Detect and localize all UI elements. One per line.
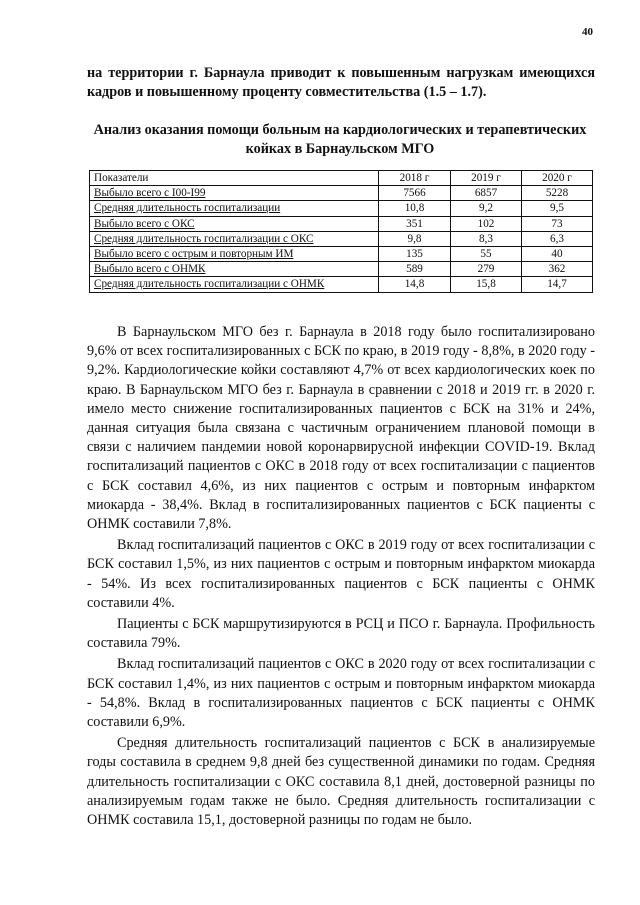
table-row xyxy=(90,262,593,277)
cell-2020: 14,7 xyxy=(522,277,593,292)
row-label xyxy=(90,216,379,231)
table-row xyxy=(90,186,593,201)
table-caption: Анализ оказания помощи больным на кардиологических и терапевтических койках в Барнаульском МГО xyxy=(93,122,587,157)
body-paragraph: Вклад госпитализаций пациентов с ОКС в 2020 году от всех госпитализации с БСК составил 1,4%, из них пациентов с острым и повторным инфарктом миокарда - 54,8%. Вклад в госпитализированных пациентов с БСК пациенты с ОНМК составили 6,9%. xyxy=(87,656,595,731)
row-label xyxy=(90,186,379,201)
cell-2019: 9,2 xyxy=(451,201,522,216)
body-paragraph: Пациенты с БСК маршрутизируются в РСЦ и ПСО г. Барнаула. Профильность составила 79%. xyxy=(87,616,595,652)
cell-2019: 279 xyxy=(451,262,522,277)
table-row xyxy=(90,277,593,292)
row-label-text: Средняя длительность госпитализации с ОКС xyxy=(94,232,314,245)
cell-2018: 589 xyxy=(379,262,451,277)
cell-2019: 6857 xyxy=(451,186,522,201)
table-row xyxy=(90,201,593,216)
row-label-text: Выбыло всего с I00-I99 xyxy=(94,187,206,200)
row-label xyxy=(90,231,379,246)
row-label xyxy=(90,247,379,262)
cell-2019: 8,3 xyxy=(451,231,522,246)
row-label-text: Средняя длительность госпитализации с ОНМК xyxy=(94,278,325,291)
row-label xyxy=(90,277,379,292)
cell-2018: 14,8 xyxy=(379,277,451,292)
statistics-table xyxy=(89,170,593,293)
cell-2020: 40 xyxy=(522,247,593,262)
cell-2018: 10,8 xyxy=(379,201,451,216)
row-label-text: Средняя длительность госпитализации xyxy=(94,202,281,215)
cell-2019: 15,8 xyxy=(451,277,522,292)
cell-2019: 55 xyxy=(451,247,522,262)
body-paragraph: Вклад госпитализаций пациентов с ОКС в 2019 году от всех госпитализации с БСК составил 1,5%, из них пациентов с острым и повторным инфарктом миокарда - 54%. Из всех госпитализированных пациентов с БСК пациенты с ОНМК составили 4%. xyxy=(87,537,595,611)
row-label-text: Выбыло всего с ОКС xyxy=(94,217,195,230)
cell-2020: 6,3 xyxy=(522,231,593,246)
header-2020: 2020 г xyxy=(522,171,593,186)
row-label-text: Выбыло всего с острым и повторным ИМ xyxy=(94,248,294,261)
body-paragraph: Средняя длительность госпитализаций пациентов с БСК в анализируемые годы составила в среднем 9,8 дней без существенной динамики по годам. Средняя длительность госпитализации с ОКС составила 8,1 дней, достоверной разницы по анализируемым годам также не было. Средняя длительность госпитализации с ОНМК составила 15,1, достоверной разницы по годам не было. xyxy=(87,735,595,829)
row-label xyxy=(90,201,379,216)
table-row xyxy=(90,247,593,262)
cell-2020: 5228 xyxy=(522,186,593,201)
row-label-text: Выбыло всего с ОНМК xyxy=(94,263,206,276)
row-label xyxy=(90,262,379,277)
cell-2018: 7566 xyxy=(379,186,451,201)
lead-paragraph: на территории г. Барнаула приводит к повышенным нагрузкам имеющихся кадров и повышенному проценту совместительства (1.5 – 1.7). xyxy=(87,65,595,101)
header-2018: 2018 г xyxy=(379,171,451,186)
page-number: 40 xyxy=(582,26,593,38)
table-header-row xyxy=(90,171,593,186)
cell-2020: 362 xyxy=(522,262,593,277)
header-indicators: Показатели xyxy=(90,171,379,186)
table-row xyxy=(90,231,593,246)
cell-2020: 73 xyxy=(522,216,593,231)
cell-2018: 9,8 xyxy=(379,231,451,246)
body-paragraph: В Барнаульском МГО без г. Барнаула в 2018 году было госпитализировано 9,6% от всех госпитализированных с БСК по краю, в 2019 году - 8,8%, в 2020 году - 9,2%. Кардиологические койки составляют 4,7% от всех кардиологических коек по краю. В Барнаульском МГО без г. Барнаула в сравнении с 2018 и 2019 гг. в 2020 г. имело место снижение госпитализированных пациентов с БСК на 31% и 24%, данная ситуация была связана с частичным ограничением плановой помощи в связи с наличием пандемии новой коронарвирусной инфекции COVID-19. Вклад госпитализаций пациентов с ОКС в 2018 году от всех госпитализации с пациентов с БСК составил 4,6%, из них пациентов с острым и повторным инфарктом миокарда - 38,4%. Вклад в госпитализированных пациентов с БСК пациенты с ОНМК составили 7,8%. xyxy=(87,324,595,533)
cell-2018: 135 xyxy=(379,247,451,262)
cell-2019: 102 xyxy=(451,216,522,231)
table-row xyxy=(90,216,593,231)
body-text xyxy=(87,323,595,832)
cell-2020: 9,5 xyxy=(522,201,593,216)
cell-2018: 351 xyxy=(379,216,451,231)
header-2019: 2019 г xyxy=(451,171,522,186)
